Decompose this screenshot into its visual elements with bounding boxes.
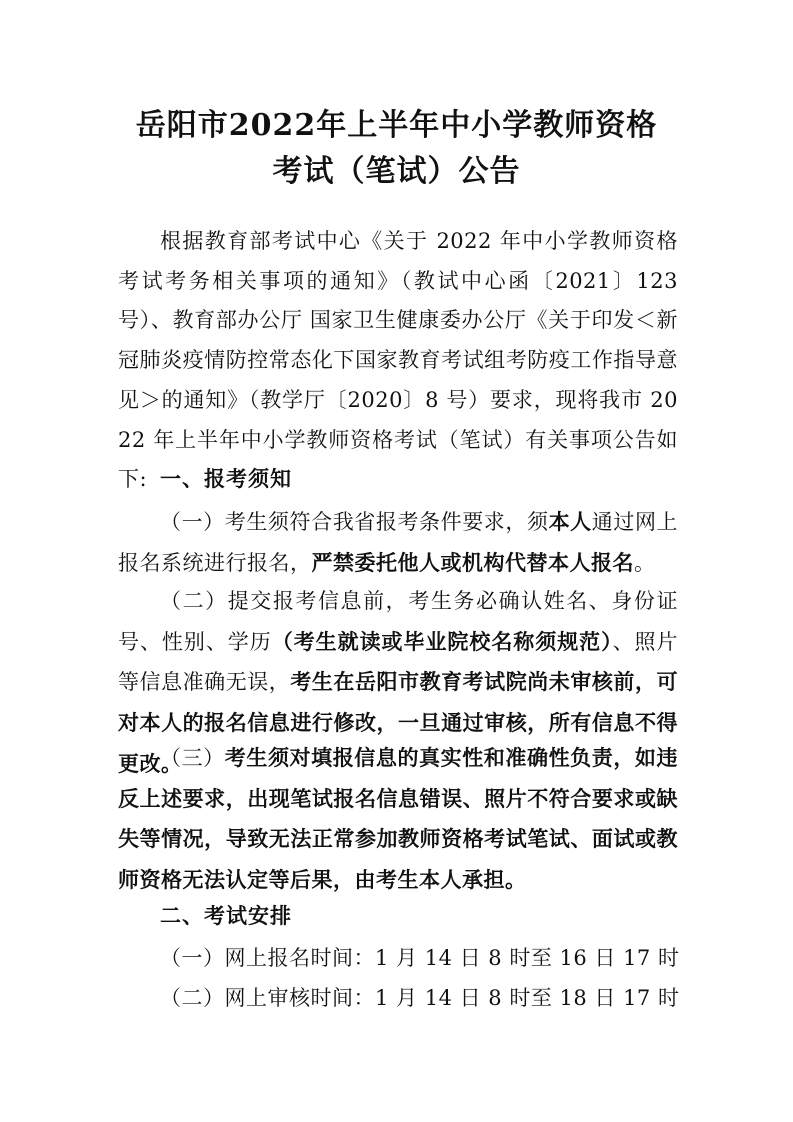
item-2-text-c: 、照片等信息准确无误， — [118, 629, 679, 695]
item-1-bold-b: 本人 — [548, 509, 592, 534]
section-1-item-3 — [118, 738, 678, 901]
item-1-text-a: （一）考生须符合我省报考条件要求，须 — [160, 510, 549, 534]
intro-paragraph: 根据教育部考试中心《关于 2022 年中小学教师资格考试考务相关事项的通知》（教试中心函〔2021〕123 号）、教育部办公厅 国家卫生健康委办公厅《关于印发＜新冠肺炎疫情防控常态化下国家教育考试组考防疫工作指导意见＞的通知》（教学厅〔2020〕8 号）要求，现将我市 2022 年上半年中小学教师资格考试（笔试）有关事项公告如下: — [118, 229, 678, 492]
item-2-bold-b: （考生就读或毕业院校名称须规范） — [271, 628, 613, 654]
section-1-item-1 — [118, 502, 678, 583]
item-2-text-a: （二）提交报考信息前，考生务必确认姓名、身份证号、性别、学历 — [118, 589, 678, 654]
title-line-2: 考试（笔试）公告 — [272, 154, 521, 189]
item-1-bold-d: 严禁委托他人或机构代替本人报名 — [311, 549, 634, 575]
section-1-heading: 一、报考须知 — [160, 466, 292, 491]
schedule-line-2: （二）网上审核时间：1 月 14 日 8 时至 18 日 17 时 — [160, 986, 680, 1010]
section-2-heading: 二、考试安排 — [160, 903, 292, 928]
title-line-1: 岳阳市2022年上半年中小学教师资格 — [135, 108, 658, 143]
item-3-text-a: （三） — [160, 746, 225, 770]
item-2-bold-d: 考生在岳阳市教育考试院尚未审核前，可对本人的报名信息进行修改，一旦通过审核，所有信息不得更改。 — [118, 669, 679, 776]
item-3-bold-b: 考生须对填报信息的真实性和准确性负责，如违反上述要求，出现笔试报名信息错误、照片不符合要求或缺失等情况，导致无法正常参加教师资格考试笔试、面试或教师资格无法认定等后果，由考生本人承担。 — [118, 745, 679, 893]
item-1-text-e: 。 — [634, 550, 656, 575]
item-1-text-c: 通过网上报名系统进行报名， — [118, 510, 679, 575]
schedule-line-1: （一）网上报名时间：1 月 14 日 8 时至 16 日 17 时 — [160, 946, 680, 970]
